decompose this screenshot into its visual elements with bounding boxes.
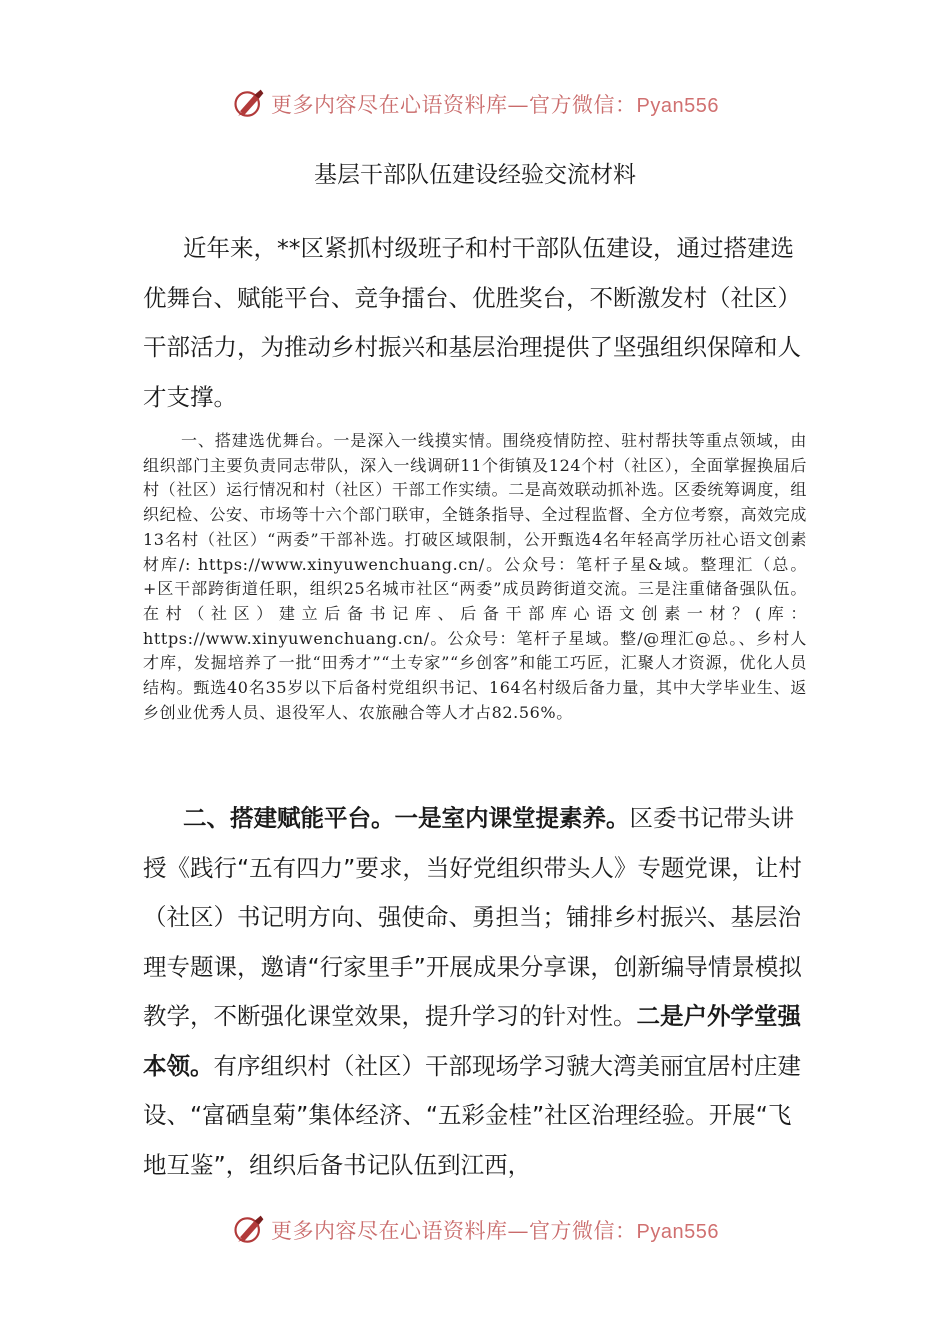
section2-sub2-title: 二是户外学堂强本领。 [143,1002,801,1080]
intro-paragraph: 近年来，**区紧抓村级班子和村干部队伍建设，通过搭建选优舞台、赋能平台、竞争擂台、优胜奖台，不断激发村（社区）干部活力，为推动乡村振兴和基层治理提供了坚强组织保障和人才支撑。 [143,234,801,411]
watermark-text: 更多内容尽在心语资料库—官方微信：Pyan556 [271,93,719,117]
pen-nib-logo-icon [231,1212,267,1248]
pen-nib-logo-icon [231,86,267,122]
section2-paragraph [143,794,813,1190]
section2-heading: 二、搭建赋能平台。 [183,804,395,832]
section2-sub2-text: 有序组织村（社区）干部现场学习虢大湾美丽宜居村庄建设、“富硒皇菊”集体经济、“五彩金桂”社区治理经验。开展“飞地互鉴”，组织后备书记队伍到江西， [143,1051,801,1179]
document-title: 基层干部队伍建设经验交流材料 [314,162,636,188]
section2-sub1-title: 一是室内课堂提素养。 [394,804,630,832]
watermark-banner-bottom [0,1212,950,1248]
watermark-text: 更多内容尽在心语资料库—官方微信：Pyan556 [271,1219,719,1243]
section1-paragraph: 一、搭建选优舞台。一是深入一线摸实情。围绕疫情防控、驻村帮扶等重点领域，由组织部门主要负责同志带队，深入一线调研11个街镇及124个村（社区），全面掌握换届后村（社区）运行情况和村（社区）干部工作实绩。二是高效联动抓补选。区委统筹调度，组织纪检、公安、市场等十六个部门联审，全链条指导、全过程监督、全方位考察，高效完成13名村（社区）“两委”干部补选。打破区域限制，公开甄选4名年轻高学历社心语文创素材库/: https://www.xinyuwenchuang.cn/。公众号：笔杆子星&域。整理汇（总。+区干部跨街道任职，组织25名城市社区“两委”成员跨街道交流。三是注重储备强队伍。在村（社区）建立后备书记库、后备干部库心语文创素一材？(库：https://www.xinyuwenchuang.cn/。公众号：笔杆子星域。整/@理汇@总。、乡村人才库，发掘培养了一批“田秀才”“土专家”“乡创客”和能工巧匠，汇聚人才资源，优化人员结构。甄选40名35岁以下后备村党组织书记、164名村级后备力量，其中大学毕业生、返乡创业优秀人员、退役军人、农旅融合等人才占82.56%。 [143,431,808,722]
section2-sub1-text: 区委书记带头讲授《践行“五有四力”要求，当好党组织带头人》专题党课，让村（社区）书记明方向、强使命、勇担当；铺排乡村振兴、基层治理专题课，邀请“行家里手”开展成果分享课，创新编导情景模拟教学，不断强化课堂效果，提升学习的针对性。 [143,804,802,1030]
wechat-id: Pyan556 [636,95,719,117]
watermark-banner-top [0,86,950,122]
wechat-id: Pyan556 [636,1221,719,1243]
